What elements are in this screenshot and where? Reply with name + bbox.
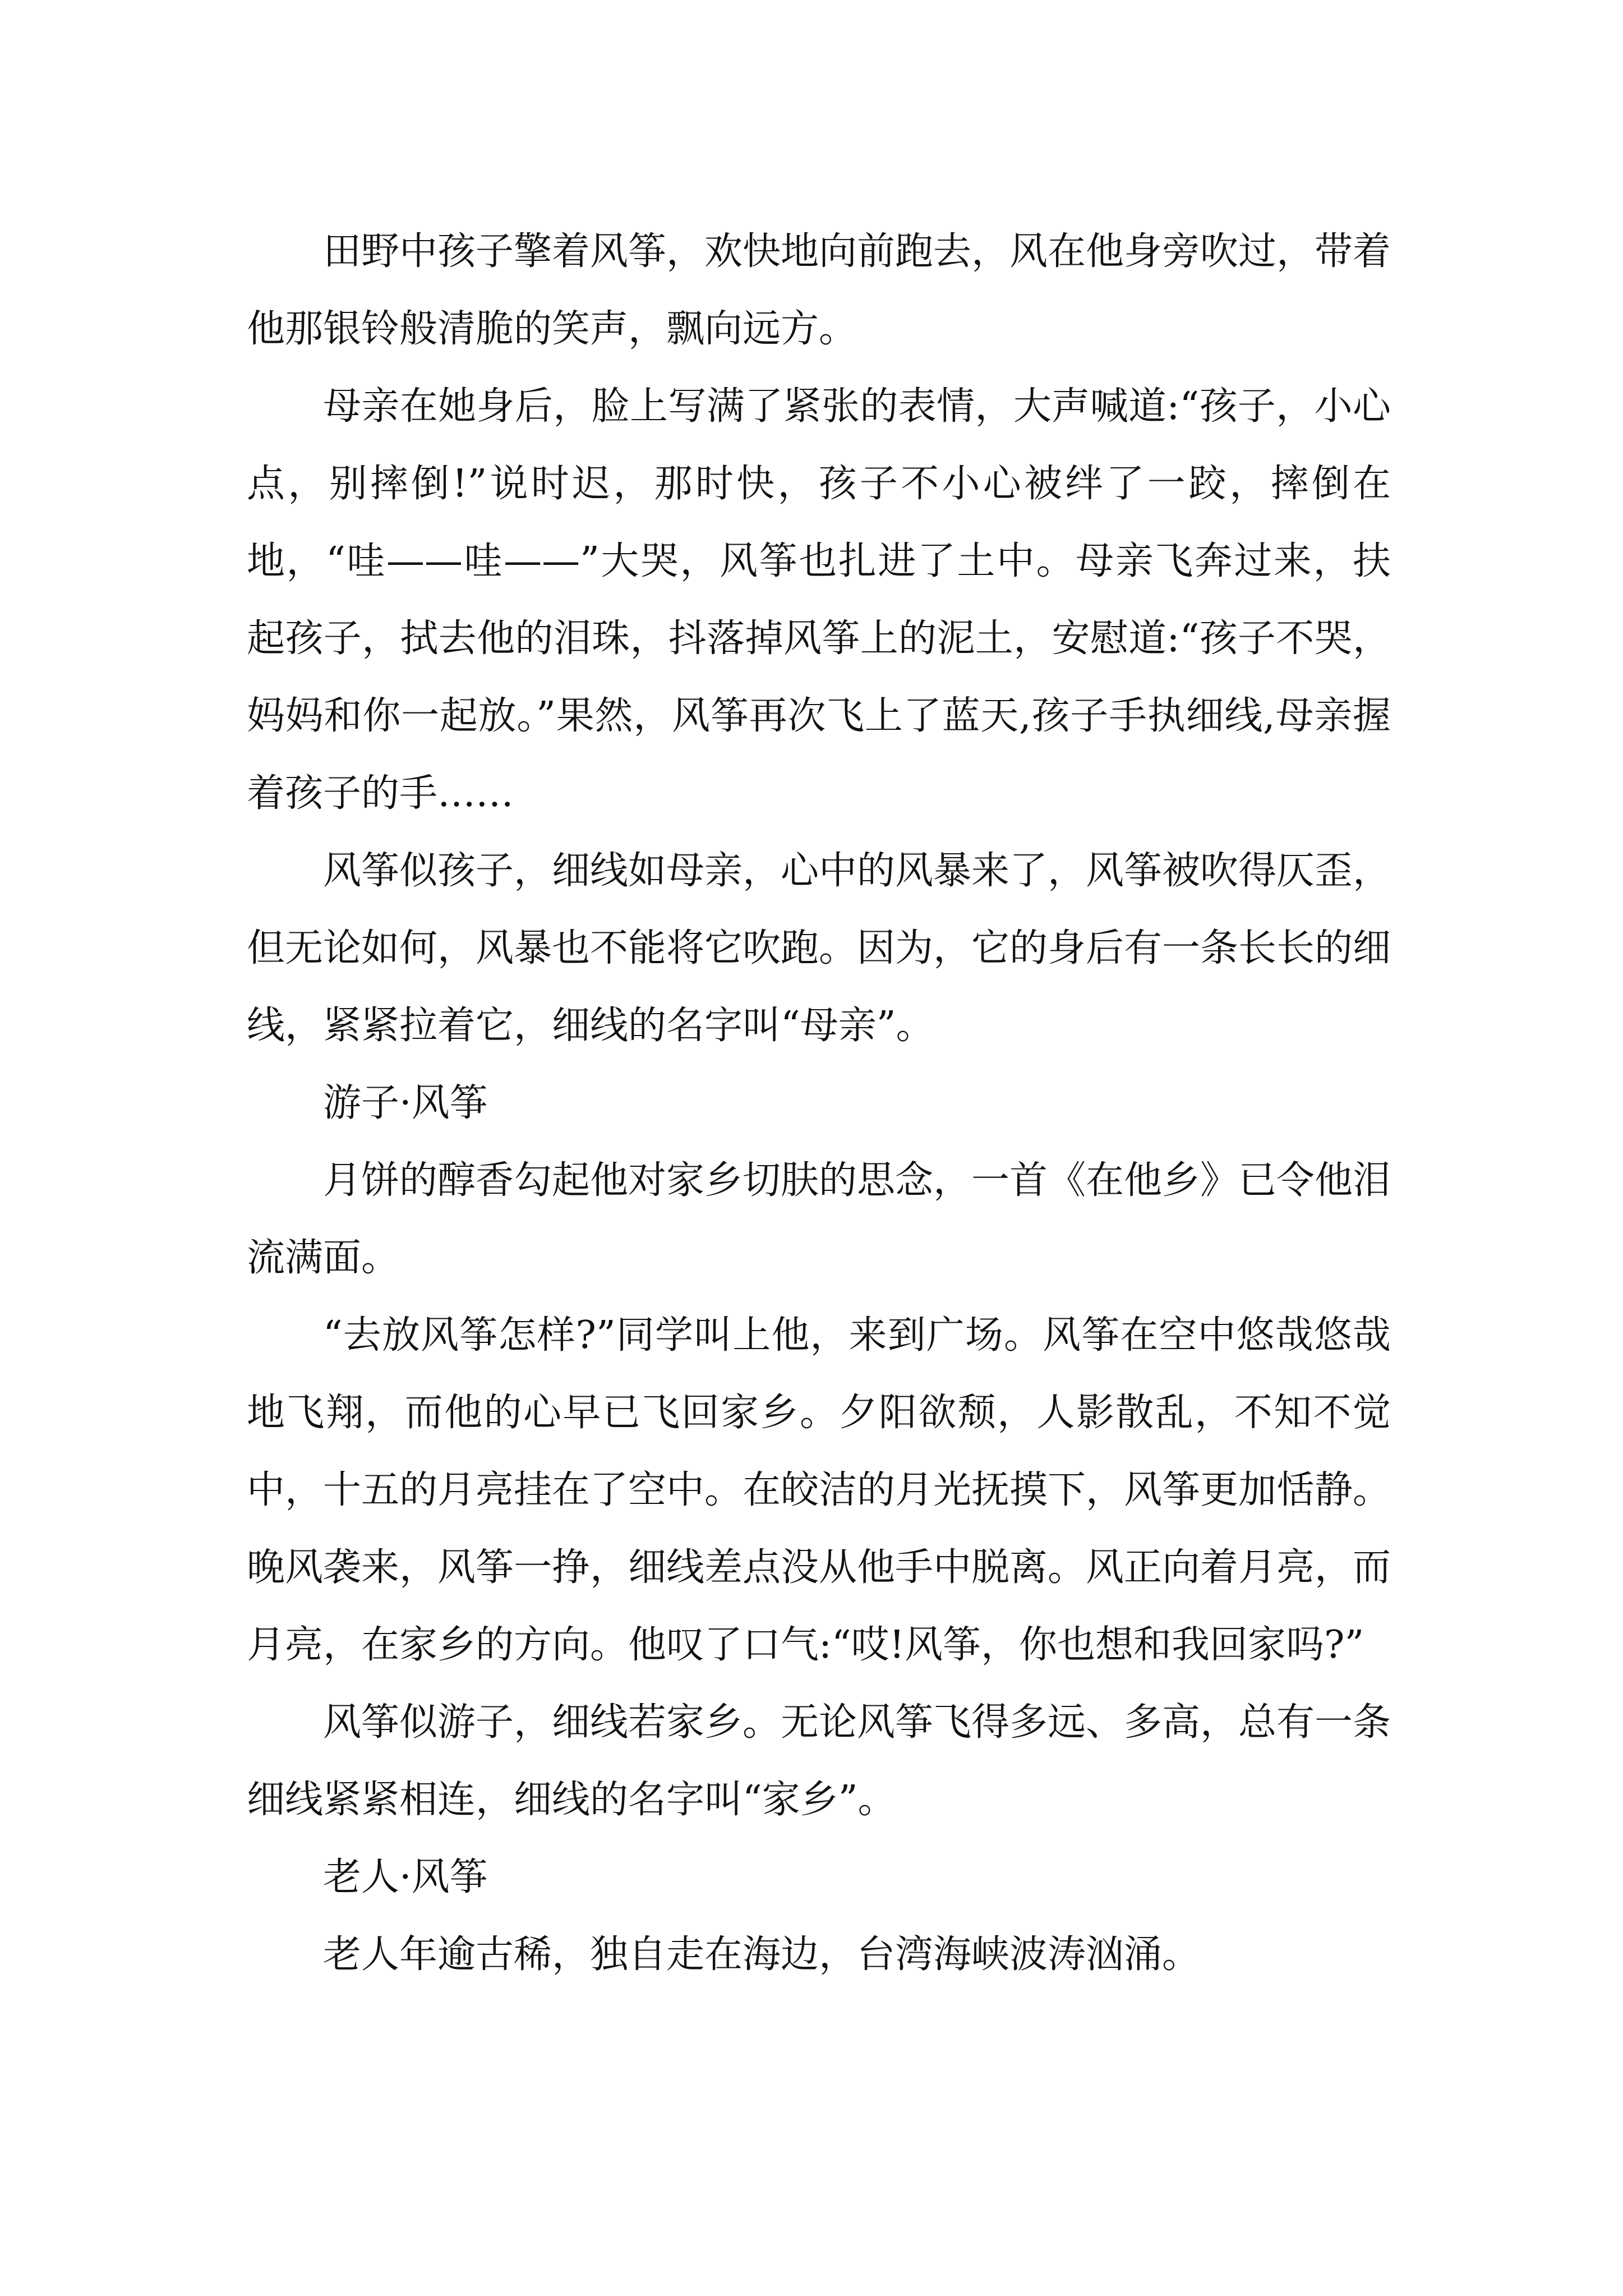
paragraph: 风筝似游子，细线若家乡。无论风筝飞得多远、多高，总有一条细线紧紧相连，细线的名字叫“家乡”。 [247,1700,1391,1822]
paragraph: 母亲在她身后，脸上写满了紧张的表情，大声喊道:“孩子，小心点，别摔倒!”说时迟，那时快，孩子不小心被绊了一跤，摔倒在地，“哇——哇——”大哭，风筝也扎进了土中。母亲飞奔过来，扶起孩子，拭去他的泪珠，抖落掉风筝上的泥土，安慰道:“孩子不哭，妈妈和你一起放。”果然，风筝再次飞上了蓝天,孩子手执细线,母亲握着孩子的手…… [247,384,1391,816]
paragraph: 田野中孩子擎着风筝，欢快地向前跑去，风在他身旁吹过，带着他那银铃般清脆的笑声，飘向远方。 [247,229,1391,351]
section-heading: 游子·风筝 [323,1081,488,1125]
paragraph: “去放风筝怎样?”同学叫上他，来到广场。风筝在空中悠哉悠哉地飞翔，而他的心早已飞回家乡。夕阳欲颓，人影散乱，不知不觉中，十五的月亮挂在了空中。在皎洁的月光抚摸下，风筝更加恬静。晚风袭来，风筝一挣，细线差点没从他手中脱离。风正向着月亮，而月亮，在家乡的方向。他叹了口气:“哎!风筝，你也想和我回家吗?” [247,1313,1391,1667]
paragraph: 老人年逾古稀，独自走在海边，台湾海峡波涛汹涌。 [323,1932,1201,1977]
paragraph: 风筝似孩子，细线如母亲，心中的风暴来了，风筝被吹得仄歪，但无论如何，风暴也不能将它吹跑。因为，它的身后有一条长长的细线，紧紧拉着它，细线的名字叫“母亲”。 [247,849,1391,1048]
section-heading: 老人·风筝 [323,1855,488,1899]
paragraph: 月饼的醇香勾起他对家乡切肤的思念，一首《在他乡》已令他泪流满面。 [247,1158,1391,1280]
article-body [247,213,1391,1994]
